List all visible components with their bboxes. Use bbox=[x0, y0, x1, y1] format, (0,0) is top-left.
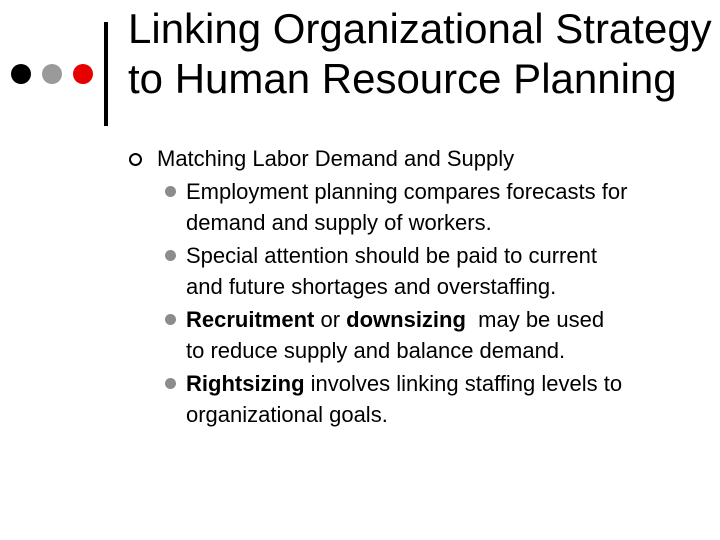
sub-point-2-line-2: and future shortages and overstaffing. bbox=[186, 274, 557, 299]
gray-circle-bullet-icon bbox=[165, 186, 176, 197]
sub-point-3-line-1 bbox=[186, 304, 706, 335]
sub-point-3 bbox=[186, 304, 706, 366]
sub-point-2 bbox=[186, 240, 706, 302]
term-rightsizing: Rightsizing bbox=[186, 371, 305, 396]
trailing-text: involves linking staffing levels to bbox=[304, 371, 623, 396]
sub-point-1-line-1: Employment planning compares forecasts for bbox=[186, 179, 628, 204]
sub-point-1-line-2: demand and supply of workers. bbox=[186, 210, 492, 235]
main-point: Matching Labor Demand and Supply bbox=[157, 146, 515, 171]
sub-point-4 bbox=[186, 368, 706, 430]
slide-title-line-1: Linking Organizational Strategy bbox=[128, 5, 712, 52]
term-downsizing: downsizing bbox=[346, 307, 466, 332]
slide-title-line-2: to Human Resource Planning bbox=[128, 55, 677, 102]
connector-text: or bbox=[314, 307, 347, 332]
term-recruitment: Recruitment bbox=[186, 307, 315, 332]
sub-point-4-line-1 bbox=[186, 368, 706, 399]
sub-point-4-line-2: organizational goals. bbox=[186, 402, 388, 427]
trailing-text: may be used bbox=[465, 307, 605, 332]
gray-circle-bullet-icon bbox=[165, 314, 176, 325]
hollow-circle-bullet-icon bbox=[129, 153, 142, 166]
gray-circle-bullet-icon bbox=[165, 378, 176, 389]
sub-point-2-line-1: Special attention should be paid to current bbox=[186, 243, 597, 268]
sub-point-1 bbox=[186, 176, 706, 238]
gray-circle-bullet-icon bbox=[165, 250, 176, 261]
sub-point-3-line-2: to reduce supply and balance demand. bbox=[186, 338, 566, 363]
